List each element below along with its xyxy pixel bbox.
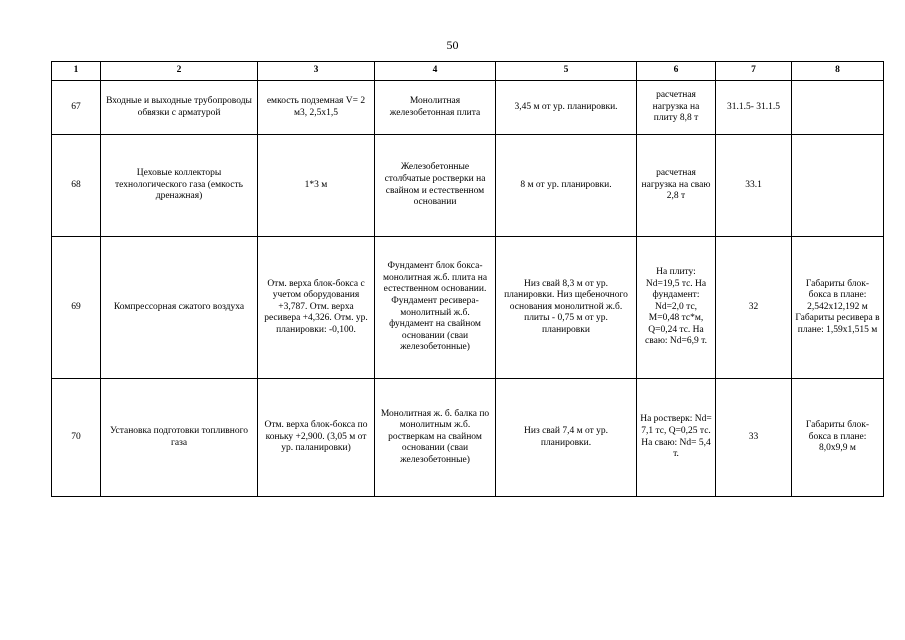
table-cell: Габариты блок-бокса в плане: 8,0х9,9 м <box>792 379 884 497</box>
table-cell: расчетная нагрузка на плиту 8,8 т <box>637 81 716 135</box>
table-cell: емкость подземная V= 2 м3, 2,5х1,5 <box>258 81 375 135</box>
table-cell: 31.1.5- 31.1.5 <box>716 81 792 135</box>
table-cell: Отм. верха блок-бокса с учетом оборудования +3,787. Отм. верха ресивера +4,326. Отм. ур. планировки: -0,100. <box>258 237 375 379</box>
table-cell: 32 <box>716 237 792 379</box>
table-cell <box>792 135 884 237</box>
column-header: 4 <box>375 62 496 81</box>
column-header: 2 <box>101 62 258 81</box>
table-row <box>52 81 884 135</box>
table-cell: Железобетонные столбчатые ростверки на свайном и естественном основании <box>375 135 496 237</box>
table-cell: 1*3 м <box>258 135 375 237</box>
table-cell: 67 <box>52 81 101 135</box>
column-header: 6 <box>637 62 716 81</box>
table-header-row <box>52 62 884 81</box>
table-cell: Фундамент блок бокса- монолитная ж.б. плита на естественном основании. Фундамент ресивера- монолитный ж.б. фундамент на свайном основании (сваи железобетонные) <box>375 237 496 379</box>
table-cell: Входные и выходные трубопроводы обвязки с арматурой <box>101 81 258 135</box>
table-cell: Отм. верха блок-бокса по коньку +2,900. (3,05 м от ур. паланировки) <box>258 379 375 497</box>
column-header: 1 <box>52 62 101 81</box>
table-cell: На плиту: Nd=19,5 тс. На фундамент: Nd=2,0 тс, M=0,48 тс*м, Q=0,24 тс. На сваю: Nd=6,9 т. <box>637 237 716 379</box>
table-cell: Монолитная железобетонная плита <box>375 81 496 135</box>
table-cell: Установка подготовки топливного газа <box>101 379 258 497</box>
table-cell: Цеховые коллекторы технологического газа (емкость дренажная) <box>101 135 258 237</box>
table-cell: расчетная нагрузка на сваю 2,8 т <box>637 135 716 237</box>
table-cell: 8 м от ур. планировки. <box>496 135 637 237</box>
table-cell: На ростверк: Nd= 7,1 тс, Q=0,25 тс. На сваю: Nd= 5,4 т. <box>637 379 716 497</box>
table-cell: Габариты блок-бокса в плане: 2,542х12,192 м Габариты ресивера в плане: 1,59х1,515 м <box>792 237 884 379</box>
page-number: 50 <box>446 38 459 52</box>
foundation-table <box>51 61 884 497</box>
table-cell <box>792 81 884 135</box>
table-cell: Монолитная ж. б. балка по монолитным ж.б. ростверкам на свайном основании (сваи железобетонные) <box>375 379 496 497</box>
table-row <box>52 237 884 379</box>
table-cell: 68 <box>52 135 101 237</box>
table-row <box>52 135 884 237</box>
table-cell: Низ свай 8,3 м от ур. планировки. Низ щебеночного основания монолитной ж.б. плиты - 0,75 м от ур. планировки <box>496 237 637 379</box>
column-header: 8 <box>792 62 884 81</box>
table-cell: 3,45 м от ур. планировки. <box>496 81 637 135</box>
column-header: 5 <box>496 62 637 81</box>
table-cell: 69 <box>52 237 101 379</box>
table-row <box>52 379 884 497</box>
table-cell: Компрессорная сжатого воздуха <box>101 237 258 379</box>
table-cell: 33.1 <box>716 135 792 237</box>
table-cell: 70 <box>52 379 101 497</box>
table-cell: Низ свай 7,4 м от ур. планировки. <box>496 379 637 497</box>
column-header: 3 <box>258 62 375 81</box>
column-header: 7 <box>716 62 792 81</box>
table-cell: 33 <box>716 379 792 497</box>
